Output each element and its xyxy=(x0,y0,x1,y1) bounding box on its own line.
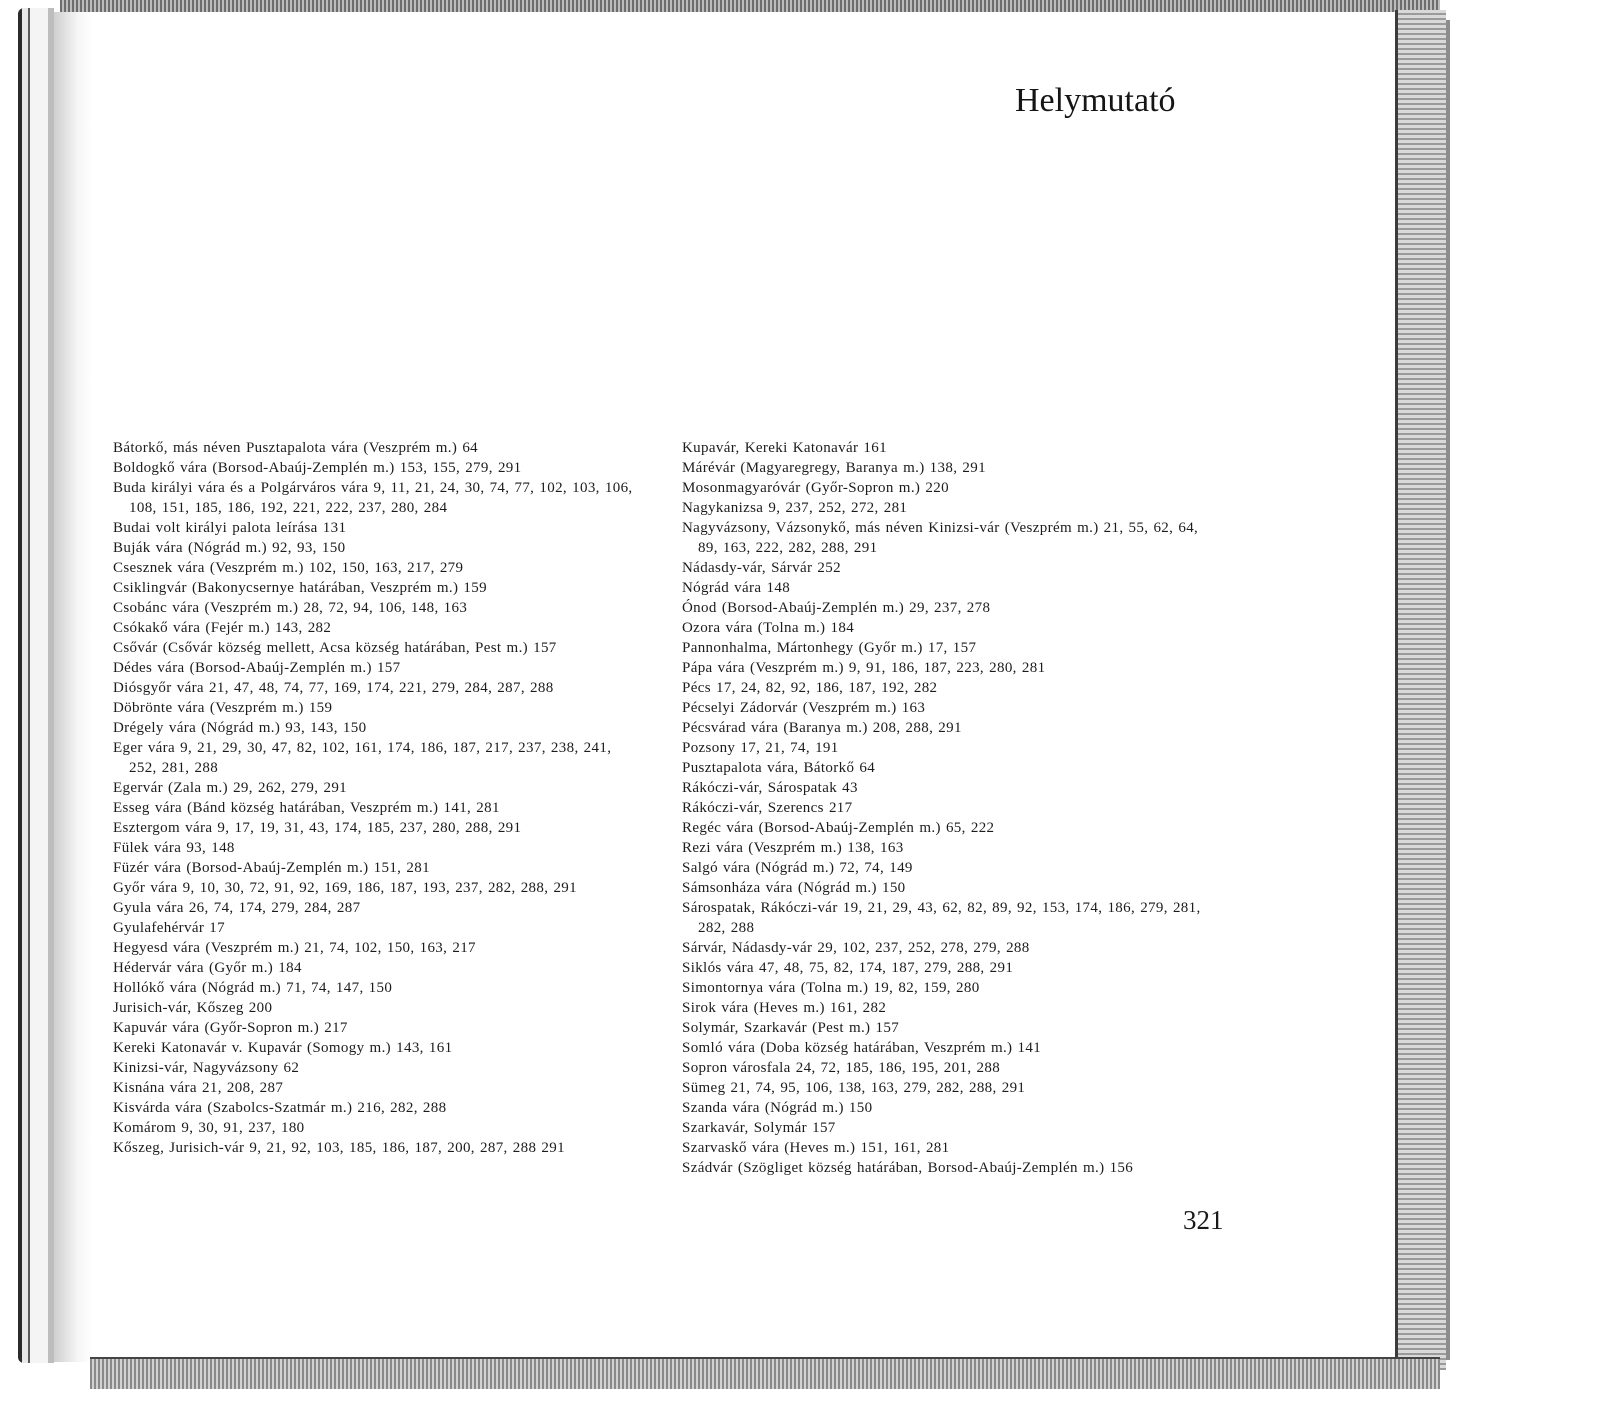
index-entry: Buják vára (Nógrád m.) 92, 93, 150 xyxy=(113,540,346,556)
book-spine xyxy=(18,8,54,1363)
index-entry: Szádvár (Szögliget község határában, Borsod-Abaúj-Zemplén m.) 156 xyxy=(682,1160,1134,1176)
index-entry: Diósgyőr vára 21, 47, 48, 74, 77, 169, 174, 221, 279, 284, 287, 288 xyxy=(113,680,554,696)
index-entry: Pannonhalma, Mártonhegy (Győr m.) 17, 157 xyxy=(682,640,977,656)
index-entry: Sirok vára (Heves m.) 161, 282 xyxy=(682,1000,887,1016)
index-entry: Csesznek vára (Veszprém m.) 102, 150, 163, 217, 279 xyxy=(113,560,464,576)
index-entry: Drégely vára (Nógrád m.) 93, 143, 150 xyxy=(113,720,367,736)
index-entry: Sopron városfala 24, 72, 185, 186, 195, 201, 288 xyxy=(682,1060,1001,1076)
index-entry: Pozsony 17, 21, 74, 191 xyxy=(682,740,839,756)
index-entry: Nagyvázsony, Vázsonykő, más néven Kinizsi-vár (Veszprém m.) 21, 55, 62, 64, 89, 163, 222, 282, 288, 291 xyxy=(682,520,1199,556)
index-entry: Bátorkő, más néven Pusztapalota vára (Veszprém m.) 64 xyxy=(113,440,479,456)
index-entry: Salgó vára (Nógrád m.) 72, 74, 149 xyxy=(682,860,913,876)
index-entry: Esztergom vára 9, 17, 19, 31, 43, 174, 185, 237, 280, 288, 291 xyxy=(113,820,522,836)
index-entry: Döbrönte vára (Veszprém m.) 159 xyxy=(113,700,333,716)
page-title: Helymutató xyxy=(1015,82,1176,119)
index-entry: Csővár (Csővár község mellett, Acsa község határában, Pest m.) 157 xyxy=(113,640,557,656)
index-entry: Csiklingvár (Bakonycsernye határában, Veszprém m.) 159 xyxy=(113,580,487,596)
index-entry: Egervár (Zala m.) 29, 262, 279, 291 xyxy=(113,780,348,796)
index-entry: Szarkavár, Solymár 157 xyxy=(682,1120,836,1136)
index-entry: Somló vára (Doba község határában, Veszprém m.) 141 xyxy=(682,1040,1042,1056)
index-entry: Márévár (Magyaregregy, Baranya m.) 138, 291 xyxy=(682,460,986,476)
index-entry: Csókakő vára (Fejér m.) 143, 282 xyxy=(113,620,332,636)
index-entry: Hollókő vára (Nógrád m.) 71, 74, 147, 150 xyxy=(113,980,393,996)
index-column-right xyxy=(682,438,1222,1178)
index-entry: Esseg vára (Bánd község határában, Veszprém m.) 141, 281 xyxy=(113,800,500,816)
index-entry: Jurisich-vár, Kőszeg 200 xyxy=(113,1000,273,1016)
book-bottom-edge xyxy=(90,1357,1440,1389)
index-entry: Eger vára 9, 21, 29, 30, 47, 82, 102, 161, 174, 186, 187, 217, 237, 238, 241, 252, 281, 288 xyxy=(113,740,612,776)
index-entry: Nógrád vára 148 xyxy=(682,580,791,596)
index-entry: Budai volt királyi palota leírása 131 xyxy=(113,520,347,536)
index-entry: Ónod (Borsod-Abaúj-Zemplén m.) 29, 237, 278 xyxy=(682,600,991,616)
index-entry: Kapuvár vára (Győr-Sopron m.) 217 xyxy=(113,1020,348,1036)
index-entry: Kinizsi-vár, Nagyvázsony 62 xyxy=(113,1060,300,1076)
index-entry: Csobánc vára (Veszprém m.) 28, 72, 94, 106, 148, 163 xyxy=(113,600,468,616)
index-entry: Buda királyi vára és a Polgárváros vára 9, 11, 21, 24, 30, 74, 77, 102, 103, 106, 108, 151, 185, 186, 192, 221, 222, 237, 280, 284 xyxy=(113,480,633,516)
index-entry: Pécsvárad vára (Baranya m.) 208, 288, 291 xyxy=(682,720,962,736)
index-entry: Rákóczi-vár, Szerencs 217 xyxy=(682,800,853,816)
index-entry: Kisnána vára 21, 208, 287 xyxy=(113,1080,284,1096)
index-entry: Regéc vára (Borsod-Abaúj-Zemplén m.) 65, 222 xyxy=(682,820,995,836)
index-entry: Nagykanizsa 9, 237, 252, 272, 281 xyxy=(682,500,908,516)
index-entry: Hegyesd vára (Veszprém m.) 21, 74, 102, 150, 163, 217 xyxy=(113,940,476,956)
index-entry: Gyula vára 26, 74, 174, 279, 284, 287 xyxy=(113,900,361,916)
index-entry: Kőszeg, Jurisich-vár 9, 21, 92, 103, 185, 186, 187, 200, 287, 288 291 xyxy=(113,1140,565,1156)
index-entry: Pécs 17, 24, 82, 92, 186, 187, 192, 282 xyxy=(682,680,938,696)
index-entry: Győr vára 9, 10, 30, 72, 91, 92, 169, 186, 187, 193, 237, 282, 288, 291 xyxy=(113,880,577,896)
index-entry: Sárvár, Nádasdy-vár 29, 102, 237, 252, 278, 279, 288 xyxy=(682,940,1030,956)
index-entry: Hédervár vára (Győr m.) 184 xyxy=(113,960,302,976)
index-entry: Nádasdy-vár, Sárvár 252 xyxy=(682,560,841,576)
index-entry: Mosonmagyaróvár (Győr-Sopron m.) 220 xyxy=(682,480,949,496)
index-entry: Ozora vára (Tolna m.) 184 xyxy=(682,620,855,636)
book-top-edge xyxy=(60,0,1440,12)
index-entry: Kisvárda vára (Szabolcs-Szatmár m.) 216, 282, 288 xyxy=(113,1100,447,1116)
index-entry: Solymár, Szarkavár (Pest m.) 157 xyxy=(682,1020,900,1036)
index-entry: Pécselyi Zádorvár (Veszprém m.) 163 xyxy=(682,700,926,716)
page-gutter-shadow xyxy=(54,12,94,1362)
index-entry: Sárospatak, Rákóczi-vár 19, 21, 29, 43, 62, 82, 89, 92, 153, 174, 186, 279, 281, 282, 288 xyxy=(682,900,1201,936)
index-entry: Dédes vára (Borsod-Abaúj-Zemplén m.) 157 xyxy=(113,660,401,676)
index-entry: Fülek vára 93, 148 xyxy=(113,840,235,856)
index-entry: Gyulafehérvár 17 xyxy=(113,920,225,936)
index-entry: Pusztapalota vára, Bátorkő 64 xyxy=(682,760,876,776)
index-entry: Kupavár, Kereki Katonavár 161 xyxy=(682,440,887,456)
index-entry: Kereki Katonavár v. Kupavár (Somogy m.) 143, 161 xyxy=(113,1040,453,1056)
index-entry: Simontornya vára (Tolna m.) 19, 82, 159, 280 xyxy=(682,980,980,996)
index-entry: Rákóczi-vár, Sárospatak 43 xyxy=(682,780,858,796)
index-entry: Siklós vára 47, 48, 75, 82, 174, 187, 279, 288, 291 xyxy=(682,960,1014,976)
index-entry: Komárom 9, 30, 91, 237, 180 xyxy=(113,1120,305,1136)
book-page-stack-edge xyxy=(1395,10,1446,1370)
index-entry: Boldogkő vára (Borsod-Abaúj-Zemplén m.) 153, 155, 279, 291 xyxy=(113,460,522,476)
index-column-left xyxy=(113,438,633,1158)
index-entry: Szanda vára (Nógrád m.) 150 xyxy=(682,1100,873,1116)
index-entry: Sámsonháza vára (Nógrád m.) 150 xyxy=(682,880,906,896)
index-entry: Rezi vára (Veszprém m.) 138, 163 xyxy=(682,840,904,856)
index-entry: Pápa vára (Veszprém m.) 9, 91, 186, 187, 223, 280, 281 xyxy=(682,660,1046,676)
index-entry: Szarvaskő vára (Heves m.) 151, 161, 281 xyxy=(682,1140,950,1156)
page-number: 321 xyxy=(1183,1205,1224,1235)
index-entry: Sümeg 21, 74, 95, 106, 138, 163, 279, 282, 288, 291 xyxy=(682,1080,1026,1096)
index-entry: Füzér vára (Borsod-Abaúj-Zemplén m.) 151, 281 xyxy=(113,860,430,876)
